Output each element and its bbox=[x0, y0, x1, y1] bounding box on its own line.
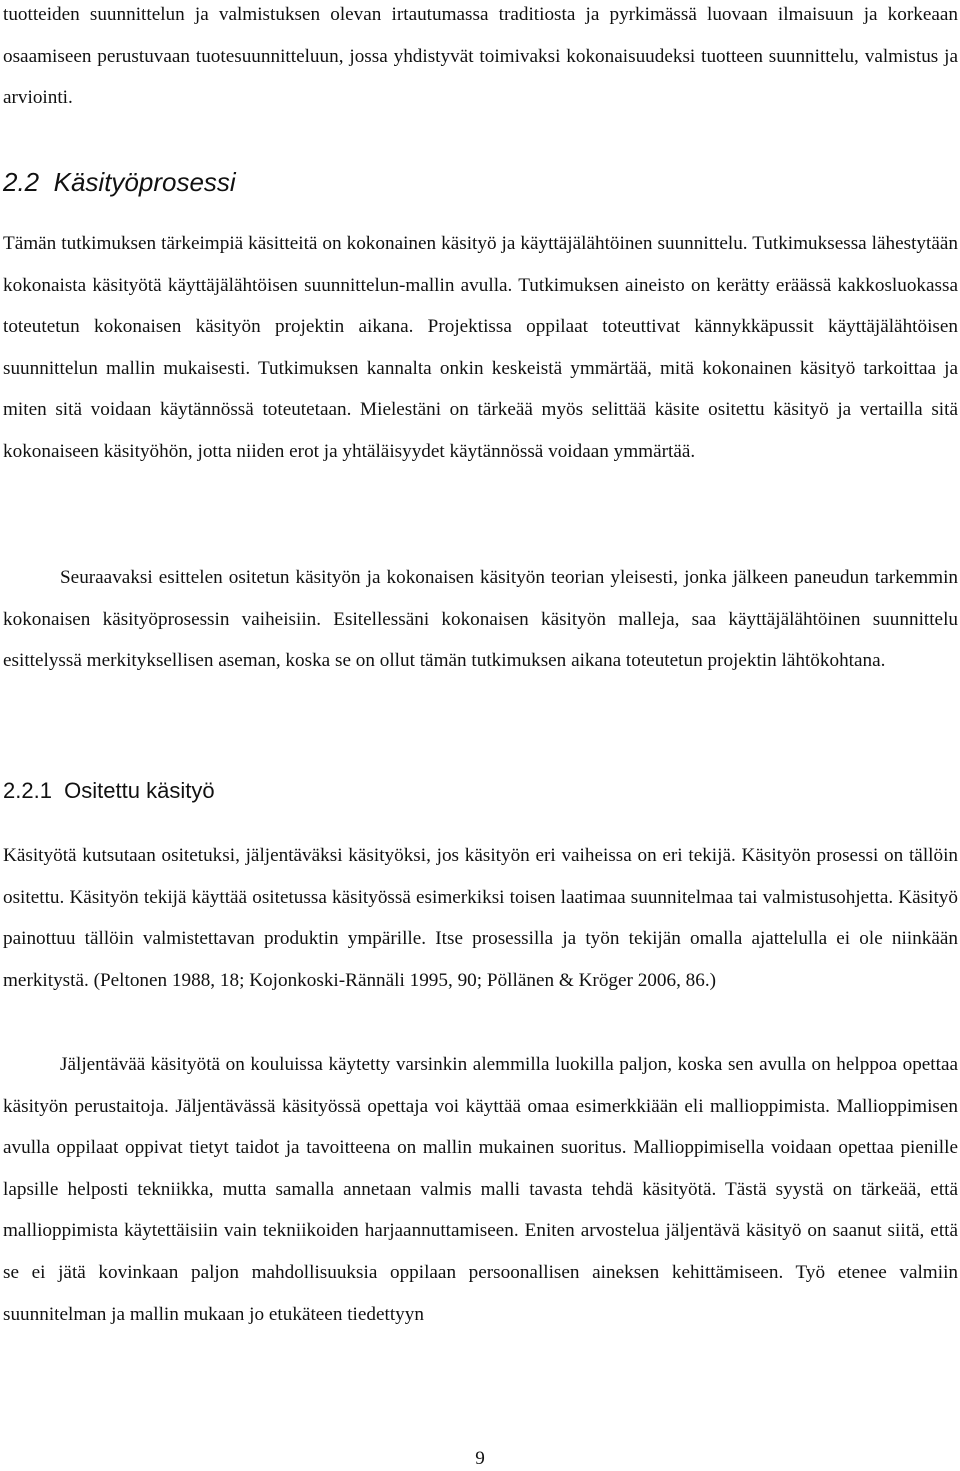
subsection-paragraph-1: Käsityötä kutsutaan ositetuksi, jäljentäväksi käsityöksi, jos käsityön eri vaiheissa on eri tekijä. Käsityön prosessi on tällöin ositettu. Käsityön tekijä käyttää ositetussa käsityössä esimerkiksi toisen laatimaa suunnitelmaa tai valmistusohjetta. Käsityö painottuu tällöin valmistettavan produktin ympärille. Itse prosessilla ja työn tekijän omalla ajattelulla ei ole niinkään merkitystä. (Peltonen 1988, 18; Kojonkoski-Rännäli 1995, 90; Pöllänen & Kröger 2006, 86.) bbox=[3, 845, 958, 991]
section-paragraph-1: Tämän tutkimuksen tärkeimpiä käsitteitä on kokonainen käsityö ja käyttäjälähtöinen suunnittelu. Tutkimuksessa lähestytään kokonaista käsityötä käyttäjälähtöisen suunnittelun-mallin avulla. Tutkimuksen aineisto on kerätty eräässä kakkosluokassa toteutetun kokonaisen käsityön projektin aikana. Projektissa oppilaat toteuttivat kännykkäpussit käyttäjälähtöisen suunnittelun mallin mukaisesti. Tutkimuksen kannalta onkin keskeistä ymmärtää, mitä kokonainen käsityö tarkoittaa ja miten sitä voidaan käytännössä toteutetaan. Mielestäni on tärkeää myös selittää käsite ositettu käsityö ja vertailla sitä kokonaiseen käsityöhön, jotta niiden erot ja yhtäläisyydet käytännössä voidaan ymmärtää. bbox=[3, 233, 958, 462]
subsection-number: 2.2.1 bbox=[3, 778, 52, 803]
page-number: 9 bbox=[475, 1448, 485, 1469]
section-paragraph-2: Seuraavaksi esittelen ositetun käsityön ja kokonaisen käsityön teorian yleisesti, jonka jälkeen paneudun tarkemmin kokonaisen käsityöprosessin vaiheisiin. Esitellessäni kokonaisen käsityön malleja, saa käyttäjälähtöinen suunnittelu esittelyssä merkityksellisen aseman, koska se on ollut tämän tutkimuksen aikana toteutetun projektin lähtökohtana. bbox=[3, 567, 958, 672]
section-heading bbox=[3, 166, 236, 198]
subsection-title: Ositettu käsityö bbox=[64, 778, 215, 803]
subsection-heading bbox=[3, 776, 215, 806]
subsection-paragraph-2: Jäljentävää käsityötä on kouluissa käytetty varsinkin alemmilla luokilla paljon, koska sen avulla on helppoa opettaa käsityön perustaitoja. Jäljentävässä käsityössä opettaja voi käyttää omaa esimerkkiään eli mallioppimista. Mallioppimisen avulla oppilaat oppivat tietyt taidot ja tavoitteena on mallin mukainen suoritus. Mallioppimisella voidaan opettaa pienille lapsille helposti tekniikka, mutta samalla annetaan valmis malli tavasta tehdä käsityötä. Tästä syystä on tärkeää, että mallioppimista käytettäisiin vain tekniikoiden harjaannuttamiseen. Eniten arvostelua jäljentävä käsityö on saanut siitä, että se ei jätä kovinkaan paljon mahdollisuuksia oppilaan persoonallisen aineksen kehittämiseen. Työ etenee valmiin suunnitelman ja mallin mukaan jo etukäteen tiedettyyn bbox=[3, 1054, 958, 1325]
intro-paragraph: tuotteiden suunnittelun ja valmistuksen olevan irtautumassa traditiosta ja pyrkimässä luovaan ilmaisuun ja korkeaan osaamiseen perustuvaan tuotesuunnitteluun, jossa yhdistyvät toimivaksi kokonaisuudeksi tuotteen suunnittelu, valmistus ja arviointi. bbox=[3, 4, 958, 109]
section-number: 2.2 bbox=[3, 167, 40, 197]
section-title: Käsityöprosessi bbox=[53, 167, 236, 197]
